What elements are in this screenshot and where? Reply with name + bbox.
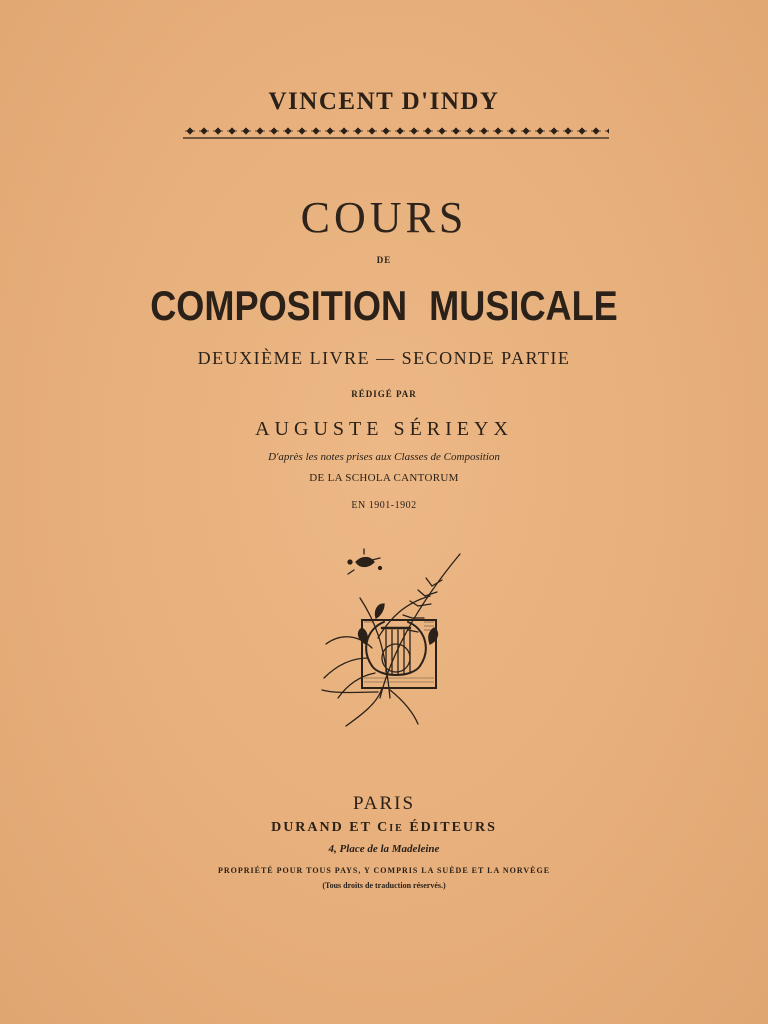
source-note: D'après les notes prises aux Classes de Composition [268,451,500,463]
de-connector: DE [376,255,392,265]
publisher-name: DURAND ET Cie ÉDITEURS [271,820,497,835]
cours-heading: COURS [300,193,468,242]
publisher-address: 4, Place de la Madeleine [328,843,440,855]
ornamental-rule [183,125,609,141]
years: EN 1901-1902 [351,500,417,511]
book-part: DEUXIÈME LIVRE — SECONDE PARTIE [197,348,571,368]
lyre-vignette-illustration [320,548,470,730]
redige-par: RÉDIGÉ PAR [351,389,417,399]
property-notice: PROPRIÉTÉ POUR TOUS PAYS, Y COMPRIS LA SUÈDE ET LA NORVÈGE [217,866,551,875]
imprint-city: PARIS [352,793,416,814]
editor-name: AUGUSTE SÉRIEYX [255,418,513,440]
schola-cantorum: DE LA SCHOLA CANTORUM [309,472,459,484]
main-title: COMPOSITION MUSICALE [150,282,618,329]
translation-rights: (Tous droits de traduction réservés.) [322,881,446,890]
author-name: VINCENT D'INDY [268,88,500,115]
